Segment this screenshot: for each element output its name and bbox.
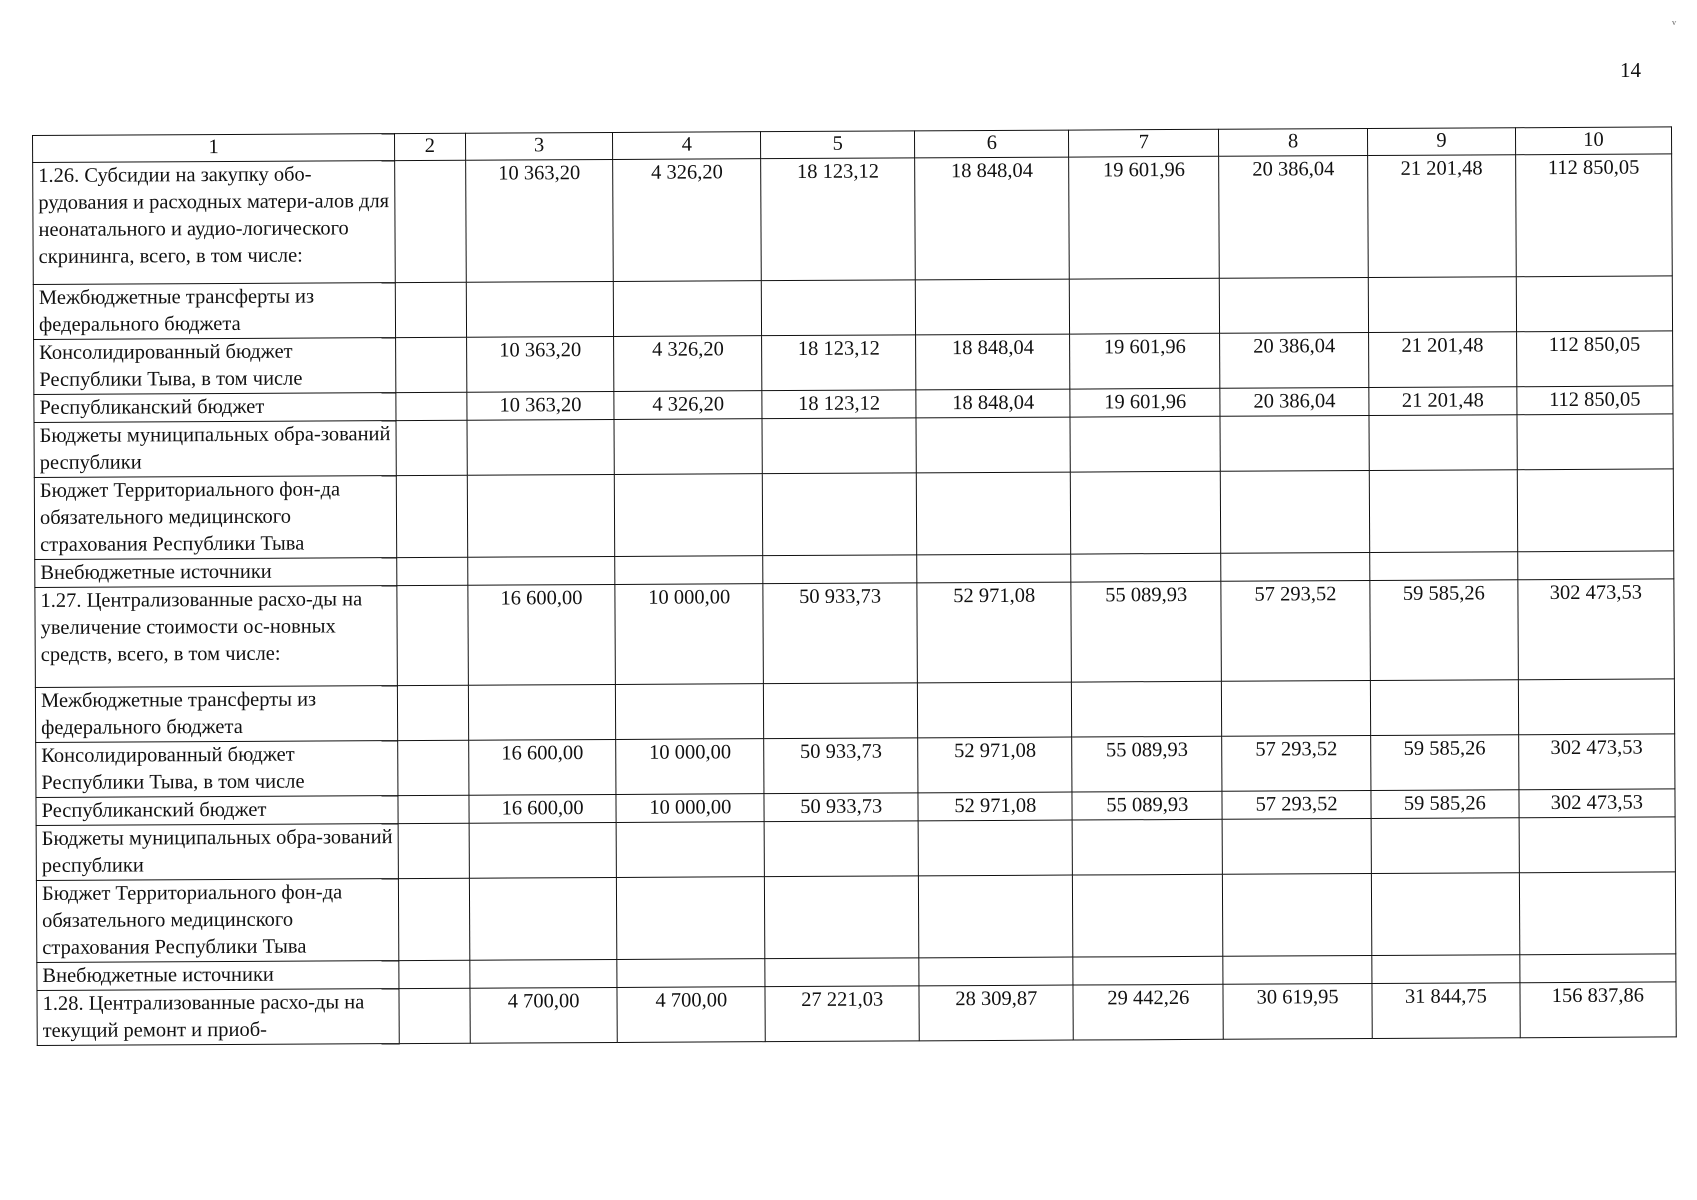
value-cell: [1369, 470, 1517, 553]
value-cell: [762, 473, 917, 556]
value-cell: 10 000,00: [615, 584, 763, 685]
value-cell: 112 850,05: [1517, 386, 1673, 415]
column-2-cell: [398, 740, 469, 795]
value-cell: 21 201,48: [1369, 387, 1517, 416]
value-cell: 4 326,20: [614, 336, 762, 392]
row-label: Бюджет Территориального фон-да обязательного медицинского страхования Республики Тыва: [36, 879, 398, 963]
value-cell: 55 089,93: [1072, 791, 1222, 820]
row-label: 1.27. Централизованные расхо-ды на увеличение стоимости ос-новных средств, всего, в том числе:: [35, 586, 398, 688]
value-cell: 18 123,12: [761, 158, 916, 281]
value-cell: [469, 877, 617, 960]
column-2-cell: [396, 392, 467, 420]
value-cell: 156 837,86: [1520, 982, 1677, 1038]
row-label: Консолидированный бюджет Республики Тыва, в том числе: [34, 338, 396, 395]
value-cell: [470, 959, 618, 988]
value-cell: [1372, 955, 1520, 984]
value-cell: [617, 959, 765, 988]
row-label: Межбюджетные трансферты из федерального бюджета: [35, 686, 397, 743]
value-cell: [1223, 955, 1372, 984]
value-cell: 55 089,93: [1072, 736, 1222, 792]
value-cell: [1516, 276, 1673, 332]
value-cell: [1517, 469, 1674, 552]
column-2-cell: [399, 988, 470, 1043]
table-row: [36, 872, 1675, 963]
column-header: 3: [465, 132, 613, 160]
column-2-cell: [398, 823, 469, 878]
value-cell: 59 585,26: [1371, 790, 1519, 819]
scan-mark: ᵛ: [1672, 18, 1677, 33]
value-cell: 18 848,04: [916, 389, 1070, 418]
value-cell: 18 848,04: [916, 334, 1070, 390]
value-cell: [616, 684, 764, 740]
value-cell: [917, 472, 1072, 555]
column-2-cell: [396, 475, 467, 557]
value-cell: [1517, 414, 1674, 470]
value-cell: 52 971,08: [918, 792, 1072, 821]
value-cell: 59 585,26: [1371, 735, 1519, 791]
table-row: [36, 734, 1675, 798]
value-cell: 20 386,04: [1220, 333, 1369, 389]
value-cell: [918, 682, 1072, 738]
column-header: 1: [33, 134, 395, 163]
table-row: [34, 414, 1673, 478]
value-cell: [615, 474, 763, 557]
value-cell: 16 600,00: [469, 794, 617, 823]
value-cell: [617, 822, 765, 878]
value-cell: 10 363,20: [466, 336, 614, 392]
row-label: Межбюджетные трансферты из федерального бюджета: [33, 283, 395, 340]
row-label: 1.26. Субсидии на закупку обо-рудования и расходных матери-алов для неонатального и аудио-логического скрининга, всего, в том числе:: [33, 161, 396, 285]
value-cell: [1222, 680, 1371, 736]
value-cell: 55 089,93: [1071, 581, 1221, 682]
value-cell: 19 601,96: [1070, 388, 1220, 417]
value-cell: 112 850,05: [1516, 331, 1673, 387]
value-cell: 302 473,53: [1519, 789, 1675, 818]
value-cell: 28 309,87: [919, 985, 1073, 1041]
value-cell: [1072, 681, 1222, 737]
value-cell: [1221, 553, 1370, 582]
value-cell: 50 933,73: [763, 583, 918, 684]
column-2-cell: [398, 878, 469, 960]
value-cell: [1370, 680, 1518, 736]
column-2-cell: [396, 420, 467, 475]
row-label: Консолидированный бюджет Республики Тыва, в том числе: [36, 741, 398, 798]
value-cell: 20 386,04: [1220, 388, 1369, 417]
value-cell: [1073, 956, 1223, 985]
row-label: Республиканский бюджет: [36, 796, 398, 826]
column-header: 9: [1367, 128, 1515, 156]
value-cell: 4 326,20: [614, 391, 762, 420]
row-label: Внебюджетные источники: [37, 961, 399, 991]
column-2-cell: [395, 160, 466, 282]
value-cell: [1070, 416, 1220, 472]
value-cell: [467, 556, 615, 585]
value-cell: 59 585,26: [1370, 580, 1518, 681]
value-cell: 30 619,95: [1223, 983, 1372, 1039]
value-cell: [764, 683, 918, 739]
value-cell: 10 000,00: [616, 794, 764, 823]
table-body: [33, 154, 1677, 1046]
column-2-cell: [397, 557, 468, 585]
column-2-cell: [395, 282, 466, 337]
value-cell: [1072, 819, 1222, 875]
value-cell: [1369, 415, 1517, 471]
value-cell: 21 201,48: [1369, 332, 1517, 388]
row-label: Республиканский бюджет: [34, 393, 396, 423]
budget-table: [32, 126, 1677, 1046]
column-2-cell: [397, 685, 468, 740]
table-row: [34, 469, 1673, 560]
value-cell: 4 700,00: [470, 987, 618, 1043]
value-cell: 57 293,52: [1221, 581, 1370, 682]
value-cell: 27 221,03: [765, 986, 919, 1042]
value-cell: [1368, 277, 1516, 333]
value-cell: [1071, 471, 1221, 554]
value-cell: [762, 418, 916, 474]
row-label: Бюджеты муниципальных обра-зований республики: [34, 421, 396, 478]
value-cell: [919, 875, 1074, 958]
value-cell: [1517, 551, 1673, 580]
value-cell: 29 442,26: [1073, 984, 1223, 1040]
value-cell: [1518, 679, 1675, 735]
value-cell: [1520, 954, 1676, 983]
column-2-cell: [396, 337, 467, 392]
value-cell: [764, 821, 918, 877]
value-cell: [1070, 278, 1220, 334]
table-row: [35, 679, 1674, 743]
value-cell: [1371, 818, 1519, 874]
value-cell: 10 000,00: [616, 739, 764, 795]
value-cell: 31 844,75: [1372, 983, 1520, 1039]
column-2-cell: [398, 795, 469, 823]
value-cell: 19 601,96: [1070, 333, 1220, 389]
value-cell: [468, 684, 616, 740]
value-cell: [1073, 874, 1223, 957]
value-cell: 16 600,00: [468, 739, 616, 795]
page-number: 14: [1620, 58, 1641, 82]
value-cell: [617, 877, 765, 960]
value-cell: 19 601,96: [1069, 156, 1219, 279]
value-cell: [1519, 817, 1676, 873]
table-row: [33, 276, 1672, 340]
value-cell: [761, 280, 915, 336]
row-label: Внебюджетные источники: [35, 558, 397, 588]
value-cell: [918, 820, 1072, 876]
value-cell: [469, 822, 617, 878]
value-cell: [763, 555, 917, 584]
value-cell: 18 848,04: [915, 157, 1070, 280]
column-2-cell: [399, 960, 470, 988]
value-cell: [917, 554, 1071, 583]
row-label: Бюджет Территориального фон-да обязательного медицинского страхования Республики Тыва: [34, 476, 396, 560]
value-cell: [1371, 873, 1519, 956]
value-cell: 10 363,20: [467, 391, 615, 420]
value-cell: 4 700,00: [617, 987, 765, 1043]
value-cell: 18 123,12: [762, 390, 916, 419]
table-row: [33, 154, 1673, 285]
row-label: 1.28. Централизованные расхо-ды на текущий ремонт и приоб-: [37, 989, 399, 1046]
value-cell: 4 326,20: [613, 159, 761, 282]
value-cell: [467, 419, 615, 475]
value-cell: [916, 279, 1070, 335]
value-cell: 302 473,53: [1518, 579, 1675, 680]
column-header: 2: [394, 133, 465, 160]
value-cell: 10 363,20: [465, 159, 613, 282]
value-cell: 302 473,53: [1518, 734, 1675, 790]
value-cell: [1222, 818, 1371, 874]
column-header: 5: [761, 131, 915, 159]
value-cell: 52 971,08: [918, 737, 1072, 793]
column-2-cell: [397, 585, 468, 685]
value-cell: 52 971,08: [917, 582, 1072, 683]
column-header: 7: [1069, 129, 1219, 157]
column-header: 8: [1219, 129, 1368, 157]
column-header: 10: [1515, 127, 1671, 155]
value-cell: [466, 281, 614, 337]
value-cell: [615, 556, 763, 585]
value-cell: [919, 957, 1073, 986]
table-row: [35, 579, 1675, 688]
value-cell: [1219, 278, 1368, 334]
value-cell: [916, 417, 1070, 473]
value-cell: [1220, 416, 1369, 472]
value-cell: [1370, 552, 1518, 581]
value-cell: [1071, 553, 1221, 582]
value-cell: 18 123,12: [762, 335, 916, 391]
value-cell: [765, 876, 920, 959]
value-cell: [1223, 873, 1372, 956]
value-cell: 16 600,00: [468, 584, 616, 685]
value-cell: 50 933,73: [764, 793, 918, 822]
value-cell: [467, 474, 615, 557]
value-cell: 20 386,04: [1219, 156, 1368, 279]
value-cell: 57 293,52: [1222, 735, 1371, 791]
value-cell: 112 850,05: [1515, 154, 1672, 277]
value-cell: [765, 958, 919, 987]
value-cell: 57 293,52: [1222, 790, 1371, 819]
table-row: [34, 331, 1673, 395]
value-cell: [614, 281, 762, 337]
value-cell: [1220, 471, 1369, 554]
value-cell: 50 933,73: [764, 738, 918, 794]
row-label: Бюджеты муниципальных обра-зований республики: [36, 824, 398, 881]
value-cell: 21 201,48: [1368, 155, 1516, 278]
table-row: [36, 817, 1675, 881]
table-row: [37, 982, 1676, 1046]
column-header: 4: [613, 132, 761, 160]
value-cell: [614, 419, 762, 475]
value-cell: [1519, 872, 1676, 955]
column-header: 6: [915, 130, 1069, 158]
